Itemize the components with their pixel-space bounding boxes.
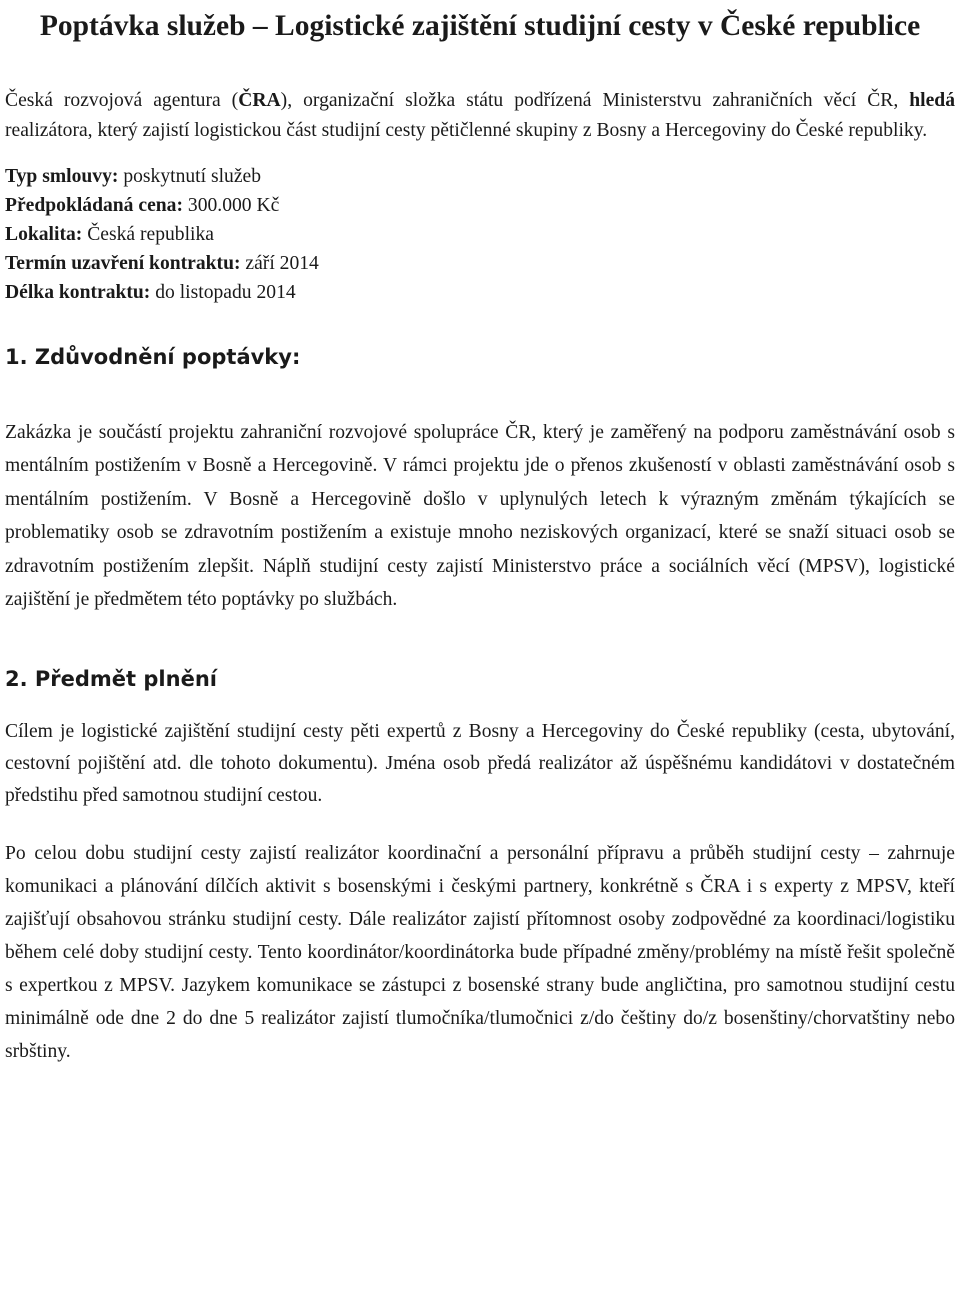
document-title: Poptávka služeb – Logistické zajištění studijní cesty v České republice bbox=[39, 10, 921, 42]
intro-text-3: realizátora, který zajistí logistickou část studijní cesty pětičlenné skupiny z Bosny a Hercegoviny do České republiky. bbox=[5, 119, 928, 141]
fact-expected-price bbox=[5, 191, 955, 220]
section-1-paragraph: Zakázka je součástí projektu zahraniční rozvojové spolupráce ČR, který je zaměřený na podporu zaměstnávání osob s mentálním postižením v Bosně a Hercegovině. V rámci projektu jde o přenos zkušeností v oblasti zaměstnávání osob s mentálním postižením. V Bosně a Hercegovině došlo v uplynulých letech k výrazným změnám týkajících se problematiky osob se zdravotním postižením a existuje mnoho neziskových organizací, které se snaží situaci osob se zdravotním postižením zlepšit. Náplň studijní cesty zajistí Ministerstvo práce a sociálních věcí (MPSV), logistické zajištění je předmětem této poptávky po službách. bbox=[5, 422, 955, 611]
section-2-paragraph-1: Cílem je logistické zajištění studijní cesty pěti expertů z Bosny a Hercegoviny do České republiky (cesta, ubytování, cestovní pojištění atd. dle tohoto dokumentu). Jména osob předá realizátor až úspěšnému kandidátovi v dostatečném předstihu před samotnou studijní cestou. bbox=[5, 721, 955, 807]
fact-label: Termín uzavření kontraktu: bbox=[5, 253, 241, 274]
fact-value: 300.000 Kč bbox=[183, 195, 280, 216]
section-2-heading: 2. Předmět plnění bbox=[5, 667, 217, 692]
fact-location bbox=[5, 220, 955, 249]
fact-value: poskytnutí služeb bbox=[118, 166, 262, 187]
fact-label: Délka kontraktu: bbox=[5, 282, 151, 303]
fact-value: září 2014 bbox=[240, 253, 319, 274]
section-2-paragraph-2: Po celou dobu studijní cesty zajistí realizátor koordinační a personální přípravu a průběh studijní cesty – zahrnuje komunikaci a plánování dílčích aktivit s bosenskými i českými partnery, konkrétně s ČRA i s experty z MPSV, kteří zajišťují obsahovou stránku studijní cesty. Dále realizátor zajistí přítomnost osoby zodpovědné za koordinaci/logistiku během celé doby studijní cesty. Tento koordinátor/koordinátorka bude případné změny/problémy na místě řešit společně s expertkou z MPSV. Jazykem komunikace se zástupci z bosenské strany bude angličtina, pro samotnou studijní cestu minimálně ode dne 2 do dne 5 realizátor zajistí tlumočníka/tlumočnici z/do češtiny do/z bosenštiny/chorvatštiny nebo srbštiny. bbox=[5, 843, 955, 1063]
intro-abbrev-cra: ČRA bbox=[238, 90, 281, 111]
intro-text-1: Česká rozvojová agentura ( bbox=[5, 90, 239, 111]
intro-text-2: ), organizační složka státu podřízená Ministerstvu zahraničních věcí ČR, bbox=[280, 90, 910, 111]
intro-paragraph bbox=[5, 86, 955, 145]
fact-label: Předpokládaná cena: bbox=[5, 195, 183, 216]
fact-contract-length bbox=[5, 278, 955, 307]
fact-label: Typ smlouvy: bbox=[5, 166, 119, 187]
contract-facts bbox=[5, 162, 955, 307]
fact-value: do listopadu 2014 bbox=[150, 282, 296, 303]
intro-keyword-hleda: hledá bbox=[909, 90, 955, 111]
fact-contract-date bbox=[5, 249, 955, 278]
document-page bbox=[5, 0, 955, 1068]
fact-label: Lokalita: bbox=[5, 224, 83, 245]
fact-contract-type bbox=[5, 162, 955, 191]
section-1-heading: 1. Zdůvodnění poptávky: bbox=[5, 345, 301, 369]
fact-value: Česká republika bbox=[82, 224, 214, 245]
